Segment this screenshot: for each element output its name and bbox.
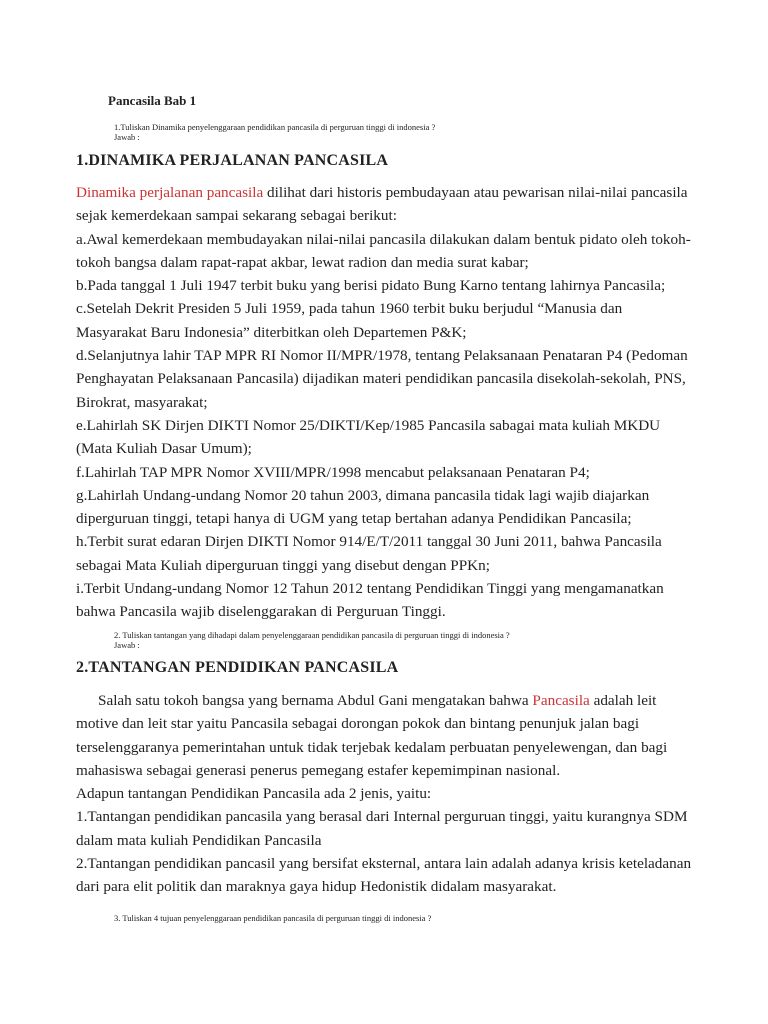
- question-3-text: 3. Tuliskan 4 tujuan penyelenggaraan pendidikan pancasila di perguruan tinggi di indonesia ?: [114, 913, 432, 923]
- section-1-heading: 1.DINAMIKA PERJALANAN PANCASILA: [76, 152, 389, 169]
- question-2-text: 2. Tuliskan tantangan yang dihadapi dalam penyelenggaraan pendidikan pancasila di perguruan tinggi di indonesia ?: [114, 630, 510, 640]
- section-1-line: Penghayatan Pelaksanaan Pancasila) dijadikan materi pendidikan pancasila disekolah-sekolah, PNS,: [76, 370, 686, 388]
- section-1-line: f.Lahirlah TAP MPR Nomor XVIII/MPR/1998 mencabut pelaksanaan Penataran P4;: [76, 463, 590, 481]
- section-1-line: b.Pada tanggal 1 Juli 1947 terbit buku yang berisi pidato Bung Karno tentang lahirnya Pancasila;: [76, 277, 666, 295]
- section-1-line: sebagai Mata Kuliah diperguruan tinggi yang disebut dengan PPKn;: [76, 556, 490, 574]
- section-1-line: sejak kemerdekaan sampai sekarang sebagai berikut:: [76, 207, 397, 225]
- section-2-line: 1.Tantangan pendidikan pancasila yang berasal dari Internal perguruan tinggi, yaitu kurangnya SDM: [76, 808, 688, 826]
- section-2-line: terselenggaranya pemerintahan untuk tidak terjebak kedalam perbuatan penyelewengan, dan bagi: [76, 738, 668, 756]
- section-1-line: a.Awal kemerdekaan membudayakan nilai-nilai pancasila dilakukan dalam bentuk pidato oleh tokoh-: [76, 230, 691, 248]
- document-title: Pancasila Bab 1: [108, 93, 197, 108]
- question-1-text: 1.Tuliskan Dinamika penyelenggaraan pendidikan pancasila di perguruan tinggi di indonesia ?: [114, 122, 436, 132]
- answer-label-2: Jawab :: [114, 640, 140, 650]
- question-3: [114, 913, 431, 923]
- section-2-line: dalam mata kuliah Pendidikan Pancasila: [76, 831, 322, 849]
- section-2-line: mahasiswa sebagai generasi penerus pemegang estafer kepemimpinan nasional.: [76, 761, 561, 779]
- section-2-line: dari para elit politik dan maraknya gaya hidup Hedonistik didalam masyarakat.: [76, 878, 557, 896]
- section-1-line: d.Selanjutnya lahir TAP MPR RI Nomor II/MPR/1978, tentang Pelaksanaan Penataran P4 (Pedoman: [76, 347, 688, 365]
- section-1-body: [76, 181, 696, 624]
- section-1-line: i.Terbit Undang-undang Nomor 12 Tahun 2012 tentang Pendidikan Tinggi yang mengamanatkan: [76, 580, 664, 598]
- question-2: [114, 630, 510, 650]
- section-1-line: h.Terbit surat edaran Dirjen DIKTI Nomor 914/E/T/2011 tanggal 30 Juni 2011, bahwa Pancasila: [76, 533, 662, 551]
- section-1-line: (Mata Kuliah Dasar Umum);: [76, 440, 252, 458]
- section-1-line: bahwa Pancasila wajib diselenggarakan di Perguruan Tinggi.: [76, 603, 446, 621]
- section-2-line: motive dan leit star yaitu Pancasila sebagai dorongan pokok dan bintang penunjuk jalan bagi: [76, 715, 640, 733]
- highlight-dinamika: Dinamika perjalanan pancasila: [76, 184, 264, 201]
- section-1-line: Dinamika perjalanan pancasila dilihat dari historis pembudayaan atau pewarisan nilai-nilai pancasila: [76, 184, 688, 201]
- section-1-line: tokoh bangsa dalam rapat-rapat akbar, lewat radion dan media surat kabar;: [76, 253, 529, 271]
- section-1-line: Masyarakat Baru Indonesia” diterbitkan oleh Departemen P&K;: [76, 323, 467, 341]
- section-2-body: [76, 689, 696, 899]
- section-1-line: Birokrat, masyarakat;: [76, 393, 208, 411]
- section-2-line: Adapun tantangan Pendidikan Pancasila ada 2 jenis, yaitu:: [76, 785, 432, 803]
- section-2-line: 2.Tantangan pendidikan pancasil yang bersifat eksternal, antara lain adalah adanya krisis keteladanan: [76, 855, 692, 873]
- question-1: [114, 122, 435, 142]
- section-1-line: c.Setelah Dekrit Presiden 5 Juli 1959, pada tahun 1960 terbit buku berjudul “Manusia dan: [76, 300, 623, 318]
- section-2-heading: 2.TANTANGAN PENDIDIKAN PANCASILA: [76, 659, 399, 676]
- section-1-line: diperguruan tinggi, tetapi hanya di UGM yang tetap bertahan adanya Pendidikan Pancasila;: [76, 510, 632, 528]
- section-2-line: Salah satu tokoh bangsa yang bernama Abdul Gani mengatakan bahwa Pancasila adalah leit: [98, 692, 657, 709]
- highlight-pancasila: Pancasila: [532, 692, 590, 709]
- section-1-line: e.Lahirlah SK Dirjen DIKTI Nomor 25/DIKTI/Kep/1985 Pancasila sabagai mata kuliah MKDU: [76, 416, 661, 434]
- section-1-line: g.Lahirlah Undang-undang Nomor 20 tahun 2003, dimana pancasila tidak lagi wajib diajarkan: [76, 486, 650, 504]
- answer-label-1: Jawab :: [114, 132, 140, 142]
